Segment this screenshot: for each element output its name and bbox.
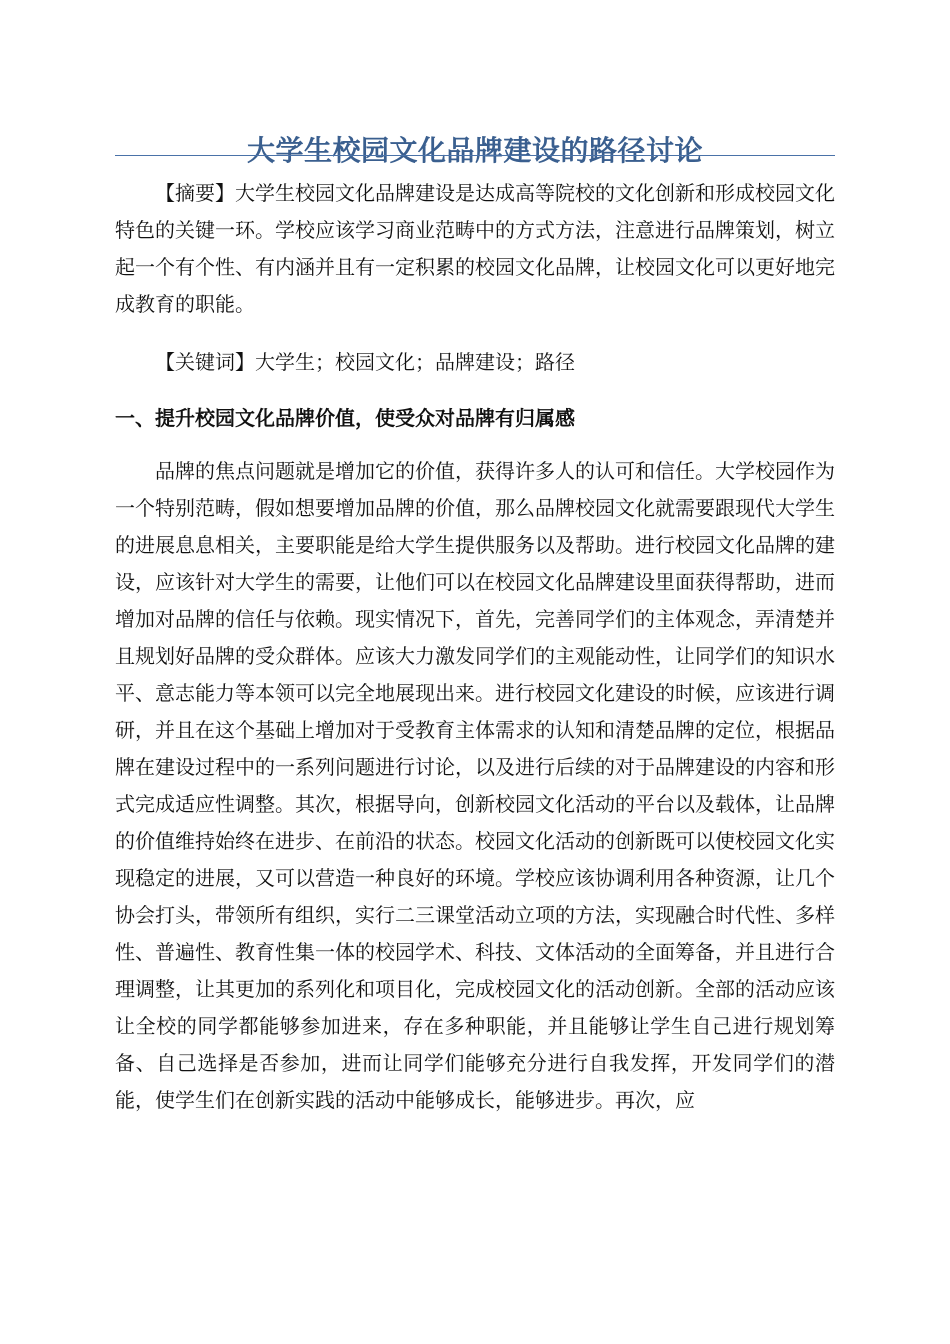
title-underline bbox=[115, 155, 835, 156]
document-title: 大学生校园文化品牌建设的路径讨论 bbox=[246, 133, 703, 167]
keywords-paragraph: 【关键词】大学生；校园文化；品牌建设；路径 bbox=[155, 350, 575, 374]
abstract-paragraph: 【摘要】大学生校园文化品牌建设是达成高等院校的文化创新和形成校园文化特色的关键一环。学校应该学习商业范畴中的方式方法，注意进行品牌策划，树立起一个有个性、有内涵并且有一定积累的校园文化品牌，让校园文化可以更好地完成教育的职能。 bbox=[115, 181, 835, 316]
section-heading: 一、提升校园文化品牌价值，使受众对品牌有归属感 bbox=[115, 406, 575, 430]
body-paragraph: 品牌的焦点问题就是增加它的价值，获得许多人的认可和信任。大学校园作为一个特别范畴，假如想要增加品牌的价值，那么品牌校园文化就需要跟现代大学生的进展息息相关，主要职能是给大学生提供服务以及帮助。进行校园文化品牌的建设，应该针对大学生的需要，让他们可以在校园文化品牌建设里面获得帮助，进而增加对品牌的信任与依赖。现实情况下，首先，完善同学们的主体观念，弄清楚并且规划好品牌的受众群体。应该大力激发同学们的主观能动性，让同学们的知识水平、意志能力等本领可以完全地展现出来。进行校园文化建设的时候，应该进行调研，并且在这个基础上增加对于受教育主体需求的认知和清楚品牌的定位，根据品牌在建设过程中的一系列问题进行讨论，以及进行后续的对于品牌建设的内容和形式完成适应性调整。其次，根据导向，创新校园文化活动的平台以及载体，让品牌的价值维持始终在进步、在前沿的状态。校园文化活动的创新既可以使校园文化实现稳定的进展，又可以营造一种良好的环境。学校应该协调利用各种资源，让几个协会打头，带领所有组织，实行二三课堂活动立项的方法，实现融合时代性、多样性、普遍性、教育性集一体的校园学术、科技、文体活动的全面筹备，并且进行合理调整，让其更加的系列化和项目化，完成校园文化的活动创新。全部的活动应该让全校的同学都能够参加进来，存在多种职能，并且能够让学生自己进行规划筹备、自己选择是否参加，进而让同学们能够充分进行自我发挥，开发同学们的潜能，使学生们在创新实践的活动中能够成长，能够进步。再次，应 bbox=[115, 459, 835, 1112]
